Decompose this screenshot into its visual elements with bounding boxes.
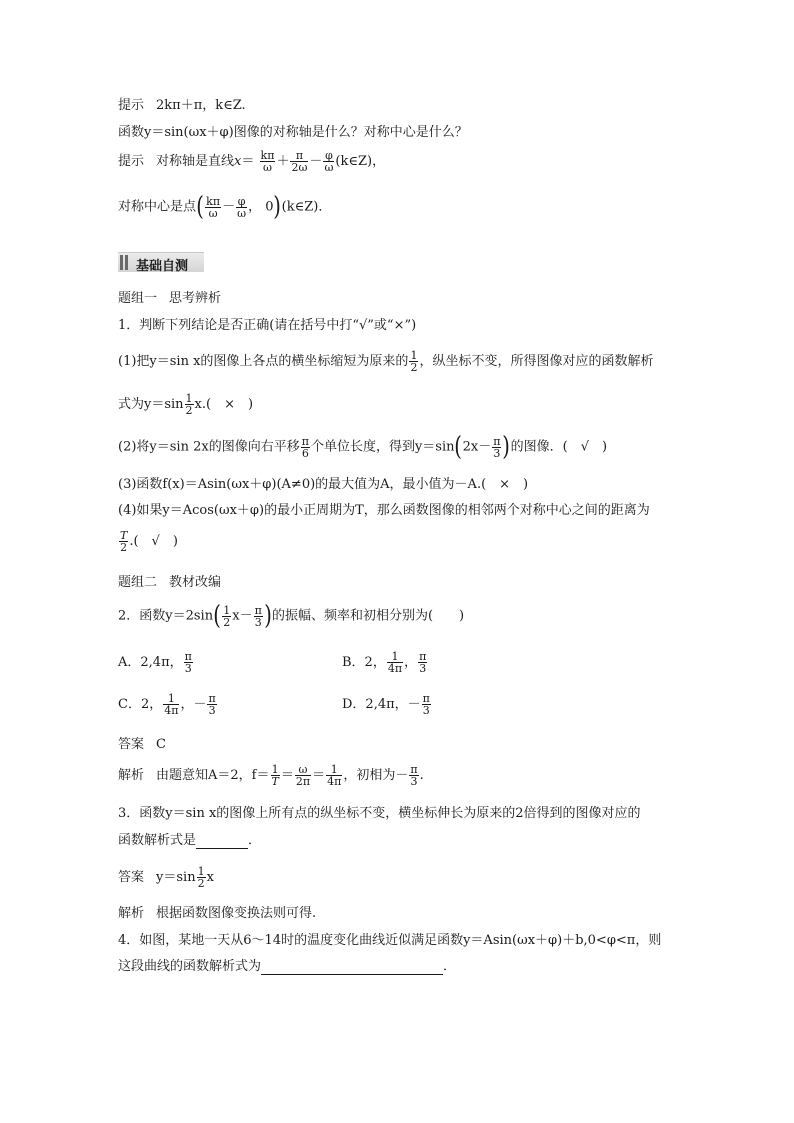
fraction: $\frac{k\pi}{\omega}$ [260, 149, 275, 174]
fraction: $\frac{1}{2}$ [185, 392, 193, 417]
section-title: 基础自测 [136, 259, 189, 274]
problem-1-item-1-cont: 式为y＝sin $\frac{1}{2}$ x.( × ) [118, 392, 254, 417]
fraction: $\frac{k\pi}{\omega}$ [206, 194, 221, 220]
fraction: $\frac{\pi}{6}$ [301, 434, 309, 460]
problem-4-line-1: 4．如图，某地一天从6～14时的温度变化曲线近似满足函数y＝Asin(ωx＋φ)＋b,0<φ<π，则 [118, 933, 662, 948]
hint-line-2: 提示 对称轴是直线x＝ $\frac{k\pi}{\omega}$ ＋ $\frac{\pi}{2\omega}$ － $\frac{\varphi}{\omega}$ (k∈Z)， [118, 149, 386, 174]
problem-1-item-1: (1)把y＝sin x的图像上各点的横坐标缩短为原来的 $\frac{1}{2}$ ，纵坐标不变，所得图像对应的函数解析 [118, 349, 654, 374]
problem-1-item-3: (3)函数f(x)＝Asin(ωx＋φ)(A≠0)的最大值为A，最小值为－A.( × ) [118, 477, 529, 492]
fraction: $\frac{\pi}{3}$ [419, 650, 427, 675]
fraction: $\frac{\pi}{2\omega}$ [291, 149, 308, 174]
hint-label: 提示 [118, 98, 145, 113]
problem-1-item-4-cont: $\frac{T}{2}$ .( √ ) [120, 529, 178, 554]
hint-line-1 [118, 98, 246, 114]
fraction: $\frac{\pi}{3}$ [410, 763, 418, 788]
fraction: $\frac{1}{T}$ [271, 763, 279, 788]
problem-4-line-2: 这段曲线的函数解析式为 ． [118, 959, 457, 974]
section-header [118, 252, 204, 272]
fraction: $\frac{\pi}{3}$ [254, 603, 262, 629]
fraction: $\frac{1}{2}$ [410, 349, 418, 374]
fraction: $\frac{\omega}{2\pi}$ [295, 763, 311, 788]
fraction: $\frac{\pi}{3}$ [493, 434, 501, 460]
fraction: $\frac{1}{4\pi}$ [164, 692, 179, 717]
problem-1-item-4: (4)如果y＝Acos(ωx＋φ)的最小正周期为T，那么函数图像的相邻两个对称中心之间的距离为 [118, 503, 650, 518]
fraction: $\frac{1}{2}$ [223, 603, 231, 629]
solution-3: 解析 根据函数图像变换法则可得. [118, 906, 317, 921]
section-bars-icon [120, 255, 130, 270]
option-d: D．2,4π，－ $\frac{\pi}{3}$ [342, 692, 430, 717]
group-1-heading: 题组一 思考辨析 [118, 291, 222, 306]
fraction: $\frac{1}{4\pi}$ [327, 763, 342, 788]
fraction: $\frac{\pi}{3}$ [422, 692, 430, 717]
question-2-text: 函数y＝sin(ωx＋φ)图像的对称轴是什么？对称中心是什么？ [118, 125, 468, 140]
problem-3-line-1: 3．函数y＝sin x的图像上所有点的纵坐标不变，横坐标伸长为原来的2倍得到的图像对应的 [118, 806, 641, 821]
fraction: $\frac{1}{4\pi}$ [387, 650, 403, 675]
solution-2: 解析 由题意知A＝2，f＝ $\frac{1}{T}$ ＝ $\frac{\omega}{2\pi}$ ＝ $\frac{1}{4\pi}$ ，初相为－ $\frac{\pi}{3}$ . [118, 763, 424, 788]
fraction: $\frac{\pi}{3}$ [208, 692, 216, 717]
fraction: $\frac{T}{2}$ [120, 529, 128, 554]
fraction: $\frac{\varphi}{\omega}$ [324, 149, 334, 174]
answer-blank[interactable] [196, 834, 248, 849]
option-c: C．2， $\frac{1}{4\pi}$ ，－ $\frac{\pi}{3}$ [118, 692, 216, 717]
option-a: A．2,4π， $\frac{\pi}{3}$ [118, 650, 192, 675]
answer-2: 答案 C [118, 737, 166, 752]
hint-text: 2kπ＋π，k∈Z. [156, 98, 246, 113]
answer-3: 答案 y＝sin $\frac{1}{2}$ x [118, 865, 214, 890]
option-b: B．2， $\frac{1}{4\pi}$ ， $\frac{\pi}{3}$ [342, 650, 427, 675]
fraction: $\frac{\pi}{3}$ [184, 650, 192, 675]
fraction: $\frac{\varphi}{\omega}$ [237, 194, 247, 220]
problem-3-line-2: 函数解析式是 ． [118, 833, 262, 848]
problem-1-item-2: (2)将y＝sin 2x的图像向右平移 $\frac{\pi}{6}$ 个单位长度，得到y＝sin(2x－ $\frac{\pi}{3}$ )的图像．( √ ) [118, 432, 608, 462]
problem-2-stem: 2．函数y＝2sin( $\frac{1}{2}$ x－ $\frac{\pi}{3}$ )的振幅、频率和初相分别为( ) [118, 601, 465, 631]
fraction: $\frac{1}{2}$ [197, 865, 205, 890]
problem-1-stem: 1．判断下列结论是否正确(请在括号中打“√”或“×”) [118, 318, 417, 333]
center-line: 对称中心是点( $\frac{k\pi}{\omega}$ － $\frac{\varphi}{\omega}$ ， 0)(k∈Z)． [118, 192, 332, 222]
group-2-heading: 题组二 教材改编 [118, 575, 222, 590]
hint-label: 提示 [118, 154, 145, 169]
answer-blank[interactable] [261, 960, 443, 975]
